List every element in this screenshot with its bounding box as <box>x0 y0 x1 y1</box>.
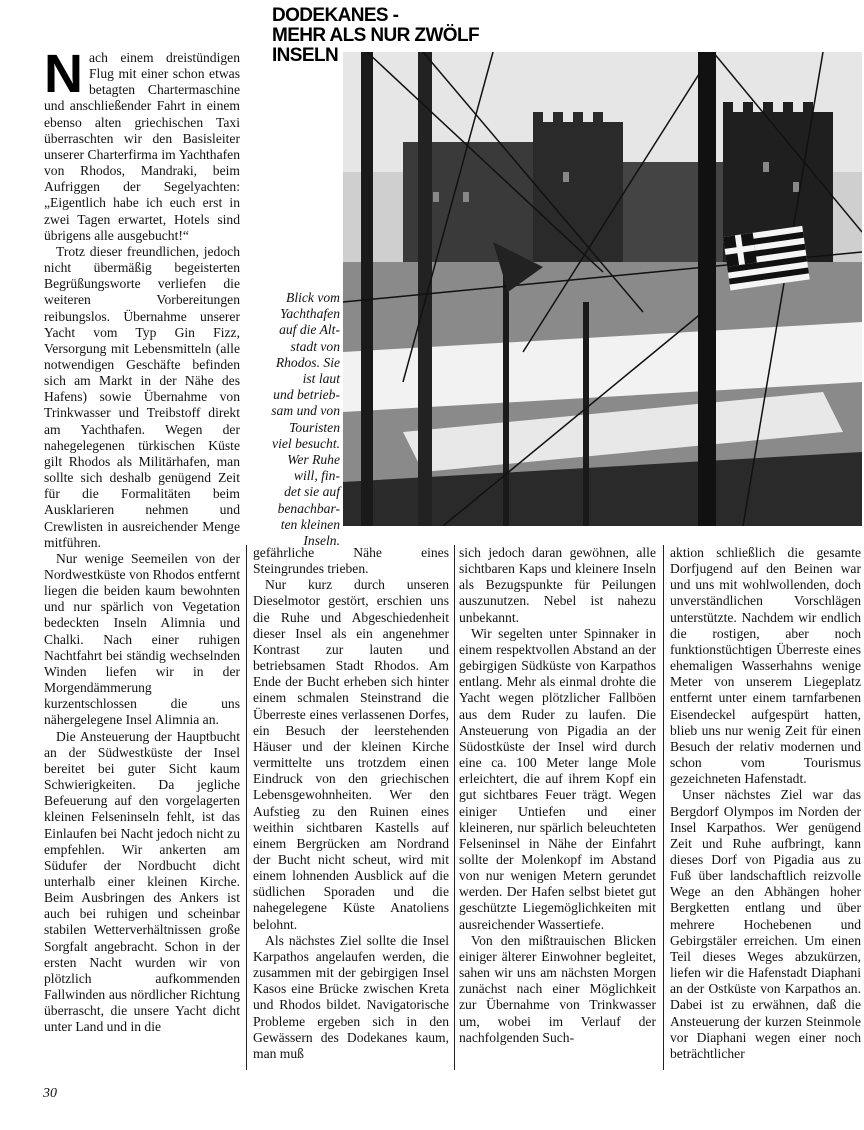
caption-line: Touristen <box>289 419 340 435</box>
article-column-4 <box>670 545 861 1070</box>
caption-line: will, fin- <box>293 468 340 484</box>
article-paragraph: Als nächstes Ziel sollte die Insel Karpathos angelaufen werden, die zusammen mit der gebirgigen Insel Kasos eine Brücke zwischen Kreta und Rhodos bildet. Navigatorische Probleme ergeben sich in den Gewässern des Dodekanes kaum, man muß <box>253 932 449 1061</box>
article-paragraph: Wir segelten unter Spinnaker in einem respektvollen Abstand an der gebirgigen Südküste von Karpathos entlang. Mehr als einmal drohte die Yacht wegen plötzlicher Fallböen aus dem Ruder zu laufen. Die Ansteuerung von Pigadia an der Südostküste der Insel wird durch eine ca. 100 Meter lange Mole erleichtert, die auf ihrem Kopf ein gut sichtbares Feuer trägt. Wegen einiger Untiefen und einer kleineren, nur spärlich beleuchteten Felseninsel in Nähe der Einfahrt sollte der Molenkopf im Abstand von nur wenigen Metern gerundet werden. Der Hafen selbst bietet gut geschützte Liegemöglichkeiten mit ausreichender Wassertiefe. <box>459 625 656 932</box>
caption-line: det sie auf <box>284 484 340 500</box>
photo-caption <box>262 290 340 549</box>
article-paragraph: Nur kurz durch unseren Dieselmotor gestört, erschien uns die Ruhe und Abgeschiedenheit dieser Insel als ein angenehmer Kontrast zur lauten und betriebsamen Stadt Rhodos. Am Ende der Bucht erheben sich hinter einem schmalen Steinstrand die Überreste eines verlassenen Dorfes, ein Besuch der leerstehenden Häuser und der kleinen Kirche vermittelte uns trotzdem einen Eindruck von den griechischen Lebensgewohnheiten. Wer den Aufstieg zu den Ruinen eines weithin sichtbaren Kastells auf einem Bergrücken am Nordrand der Bucht nicht scheut, wird mit einem lohnenden Ausblick auf die südlichen Sporaden und die nahegelegene Küste Anatoliens belohnt. <box>253 577 449 932</box>
article-paragraph: sich jedoch daran gewöhnen, alle sichtbaren Kaps und kleinere Inseln als Bezugspunkte für Peilungen auszunutzen. Nebel ist nahezu unbekannt. <box>459 545 656 625</box>
caption-line: und betrieb- <box>273 387 340 403</box>
caption-line: sam und von <box>271 403 340 419</box>
caption-line: Yachthafen <box>280 306 340 322</box>
harbor-photo-illustration <box>343 52 862 526</box>
article-paragraph: Trotz dieser freundlichen, jedoch nicht übermäßig begeisterten Begrüßungsworte verliefen die weiteren Vorbereitungen reibungslos. Übernahme unserer Yacht vom Typ Gin Fizz, Versorgung mit Lebensmitteln (alle notwendigen Geschäfte befinden sich am Markt in der Nähe des Hafens) sowie Übernahme von Trinkwasser und Treibstoff direkt am Yachthafen. Wegen der nahegelegenen türkischen Küste gilt Rhodos als Militärhafen, man sollte sich deshalb genügend Zeit für die Formalitäten beim Ausklarieren nehmen und Crewlisten in ausreichender Menge mitführen. <box>44 243 240 550</box>
page-number: 30 <box>43 1086 57 1101</box>
headline-line-1: DODEKANES - <box>272 5 399 26</box>
caption-line: benachbar- <box>277 500 340 516</box>
caption-line: Blick vom <box>286 290 340 305</box>
caption-line: Wer Ruhe <box>287 452 340 468</box>
column-divider <box>246 545 247 1070</box>
article-column-3 <box>459 545 656 1070</box>
article-paragraph: Unser nächstes Ziel war das Bergdorf Olympos im Norden der Insel Karpathos. Wer genügend Zeit und Ruhe aufbringt, kann dieses Dorf von Pigadia aus zu Fuß über landschaftlich reizvolle Wege an den Abhängen hoher Bergketten entlang und über mehrere Hochebenen und Gebirgstäler erreichen. Um einen Teil dieses Weges abzukürzen, liefen wir die Hafenstadt Diaphani an der Ostküste von Karpathos an. Dabei ist zu erwähnen, daß die Ansteuerung der kurzen Steinmole vor Diaphani wegen einer noch beträchtlicher <box>670 787 861 1061</box>
paragraph-text: ach einem dreistündigen Flug mit einer schon etwas betagten Chartermaschine und anschließender Fahrt in einem ebenso alten griechischen Taxi überraschten wir den Basisleiter unserer Charterfirma im Yachthafen von Rhodos, Mandraki, beim Aufriggen der Segelyachten: „Eigentlich habe ich euch erst in zwei Tagen erwartet, Hotels sind übrigens alle ausgebucht!“ <box>44 50 240 243</box>
article-paragraph: gefährliche Nähe eines Steingrundes trieben. <box>253 545 449 577</box>
headline-line-2: MEHR ALS NUR ZWÖLF <box>272 25 479 46</box>
caption-line: ist laut <box>302 371 340 387</box>
article-column-2 <box>253 545 449 1070</box>
caption-line: viel besucht. <box>272 435 340 451</box>
article-paragraph <box>44 50 240 244</box>
caption-line: stadt von <box>290 338 340 354</box>
drop-cap: N <box>44 50 83 104</box>
column-divider <box>454 545 455 1070</box>
caption-line: auf die Alt- <box>279 322 340 338</box>
harbor-photo <box>343 52 862 526</box>
caption-line: ten kleinen <box>280 516 340 532</box>
article-paragraph: aktion schließlich die gesamte Dorfjugend auf den Beinen war und uns mit wohlwollenden, doch unverständlichen Vorschlägen unterstützte. Nachdem wir endlich die rostigen, aber noch funktionstüchtigen Überreste eines ehemaligen Wasserhahns wenige Meter von unserem Liegeplatz entfernt unter einem tarnfarbenen Eisendeckel aufgespürt hatten, blieb uns nur wenig Zeit für einen Besuch der relativ modernen und schon vom Tourismus gezeichneten Hafenstadt. <box>670 545 861 787</box>
column-divider <box>663 545 664 1070</box>
headline-line-3: INSELN <box>272 45 339 66</box>
article-column-1 <box>44 50 240 1070</box>
article-paragraph: Von den mißtrauischen Blicken einiger älterer Einwohner begleitet, sahen wir uns am nächsten Morgen zunächst nach einer Möglichkeit zur Übernahme von Trinkwasser um, wobei im Verlauf der nachfolgenden Such- <box>459 932 656 1045</box>
article-paragraph: Nur wenige Seemeilen von der Nordwestküste von Rhodos entfernt liegen die beiden kaum bewohnten und nur spärlich von Vegetation bedeckten Inseln Alimnia und Chalki. Nach einer ruhigen Nachtfahrt bei ständig wechselnden Winden liefen wir in der Morgendämmerung kurzentschlossen die uns nähergelegene Insel Alimnia an. <box>44 550 240 728</box>
caption-line: Rhodos. Sie <box>275 354 340 370</box>
caption-line: Inseln. <box>303 533 340 549</box>
article-paragraph: Die Ansteuerung der Hauptbucht an der Südwestküste der Insel bereitet bei guter Sicht kaum Schwierigkeiten. Da jegliche Befeuerung auf den vorgelagerten kleinen Felseninseln fehlt, ist das Einlaufen bei Nacht jedoch nicht zu empfehlen. Wir ankerten am Südufer der Nordbucht dicht unterhalb einer kleinen Kirche. Beim Ausbringen des Ankers ist auch bei ruhigen und scheinbar stabilen Wetterverhältnissen große Sorgfalt angebracht. Schon in der ersten Nacht wurden wir von plötzlich aufkommenden Fallwinden aus nördlicher Richtung überrascht, die unsere Yacht dicht unter Land und in die <box>44 728 240 1035</box>
